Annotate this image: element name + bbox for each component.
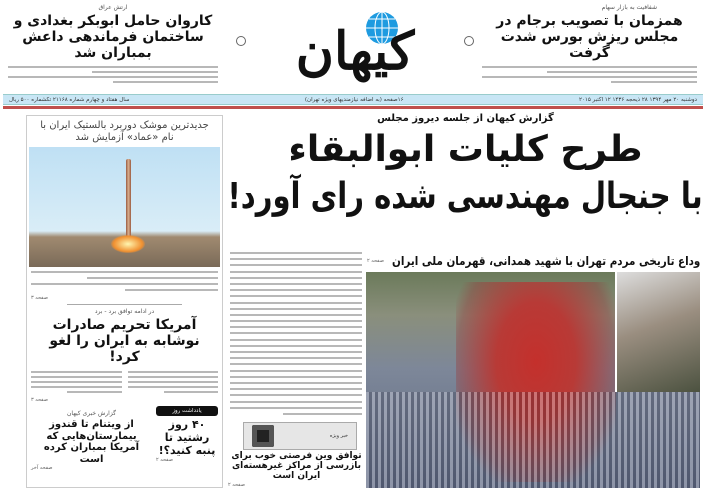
divider xyxy=(3,106,703,109)
lead-body-text xyxy=(230,252,362,415)
registration-mark xyxy=(464,36,474,46)
middle-headline[interactable]: توافق وین فرصتی خوب برای بازرسی از مراکز غیرهسته‌ای ایران است xyxy=(231,451,362,481)
headline[interactable]: همزمان با تصویب برجام در مجلس ریزش بورس شدت گرفت xyxy=(496,13,683,62)
photo-story-headline[interactable]: وداع تاریخی مردم تهران با شهید همدانی، قهرمان ملی ایران xyxy=(391,254,700,268)
headline-2[interactable]: با جنجال مهندسی شده رای آورد! xyxy=(227,176,703,217)
page-ref: صفحه ۲ xyxy=(156,457,173,464)
emblem-icon xyxy=(252,425,274,447)
page-ref: صفحه ۲ xyxy=(367,258,384,264)
kicker: گزارش خبری کیهان xyxy=(66,410,117,418)
headline-1[interactable]: طرح کلیات ابوالبقاء xyxy=(288,129,643,170)
missile-photo xyxy=(29,147,220,267)
daily-note-headline[interactable]: ۴۰ روز رشتید تا پنبه کنید؟! xyxy=(158,418,216,457)
funeral-crowd-photo xyxy=(366,272,700,488)
left-top-story xyxy=(8,4,218,83)
vietnam-headline[interactable]: از ویتنام تا قندوز بیمارستان‌هایی که آمریکا بمباران کرده است xyxy=(43,419,140,465)
page-ref: صفحه ۳ xyxy=(31,397,48,404)
registration-mark xyxy=(236,36,246,46)
kicker: ارتش عراق xyxy=(98,4,128,11)
sanctions-headline[interactable]: آمریکا تحریم صادرات نوشابه به ایران را لغو کرد! xyxy=(49,317,200,366)
pages: ۱۶صفحه (به اضافه نیازمندیهای ویژه تهران) xyxy=(304,96,404,103)
kicker: شفافیت به بازار سهام xyxy=(601,4,657,11)
page-ref: صفحه آخر xyxy=(31,465,53,472)
ad-box[interactable] xyxy=(243,422,357,450)
kicker: در ادامه توافق برد - برد xyxy=(94,308,155,315)
portrait-inset xyxy=(615,272,700,392)
left-column xyxy=(26,115,223,488)
ad-label: خبر ویژه xyxy=(329,433,348,439)
info-bar xyxy=(3,94,703,105)
daily-note-badge: یادداشت روز xyxy=(156,406,218,416)
masthead-logo xyxy=(260,4,450,90)
kicker: گزارش کیهان از جلسه دیروز مجلس xyxy=(377,113,554,124)
lead-story xyxy=(228,113,703,220)
right-top-story xyxy=(482,4,697,83)
date: دوشنبه ۲۰ مهر ۱۳۹۴ ۲۸ ذیحجه ۱۴۳۶ ۱۲ اکتبر ۲۰۱۵ xyxy=(578,96,697,103)
issue: سال هفتاد و چهارم شماره ۲۱۱۶۸ تکشماره ۵۰۰ ریال xyxy=(9,96,130,103)
page-ref: صفحه ۳ xyxy=(31,295,48,301)
headline[interactable]: کاروان حامل ابوبکر بغدادی و ساختمان فرماندهی داعش بمباران شد xyxy=(13,13,213,62)
logo-text: کیهان xyxy=(295,21,415,82)
page-ref: صفحه ۲ xyxy=(228,481,245,488)
missile-headline[interactable]: جدیدترین موشک دوربرد بالستیک ایران با نام «عماد» آزمایش شد xyxy=(40,120,209,143)
